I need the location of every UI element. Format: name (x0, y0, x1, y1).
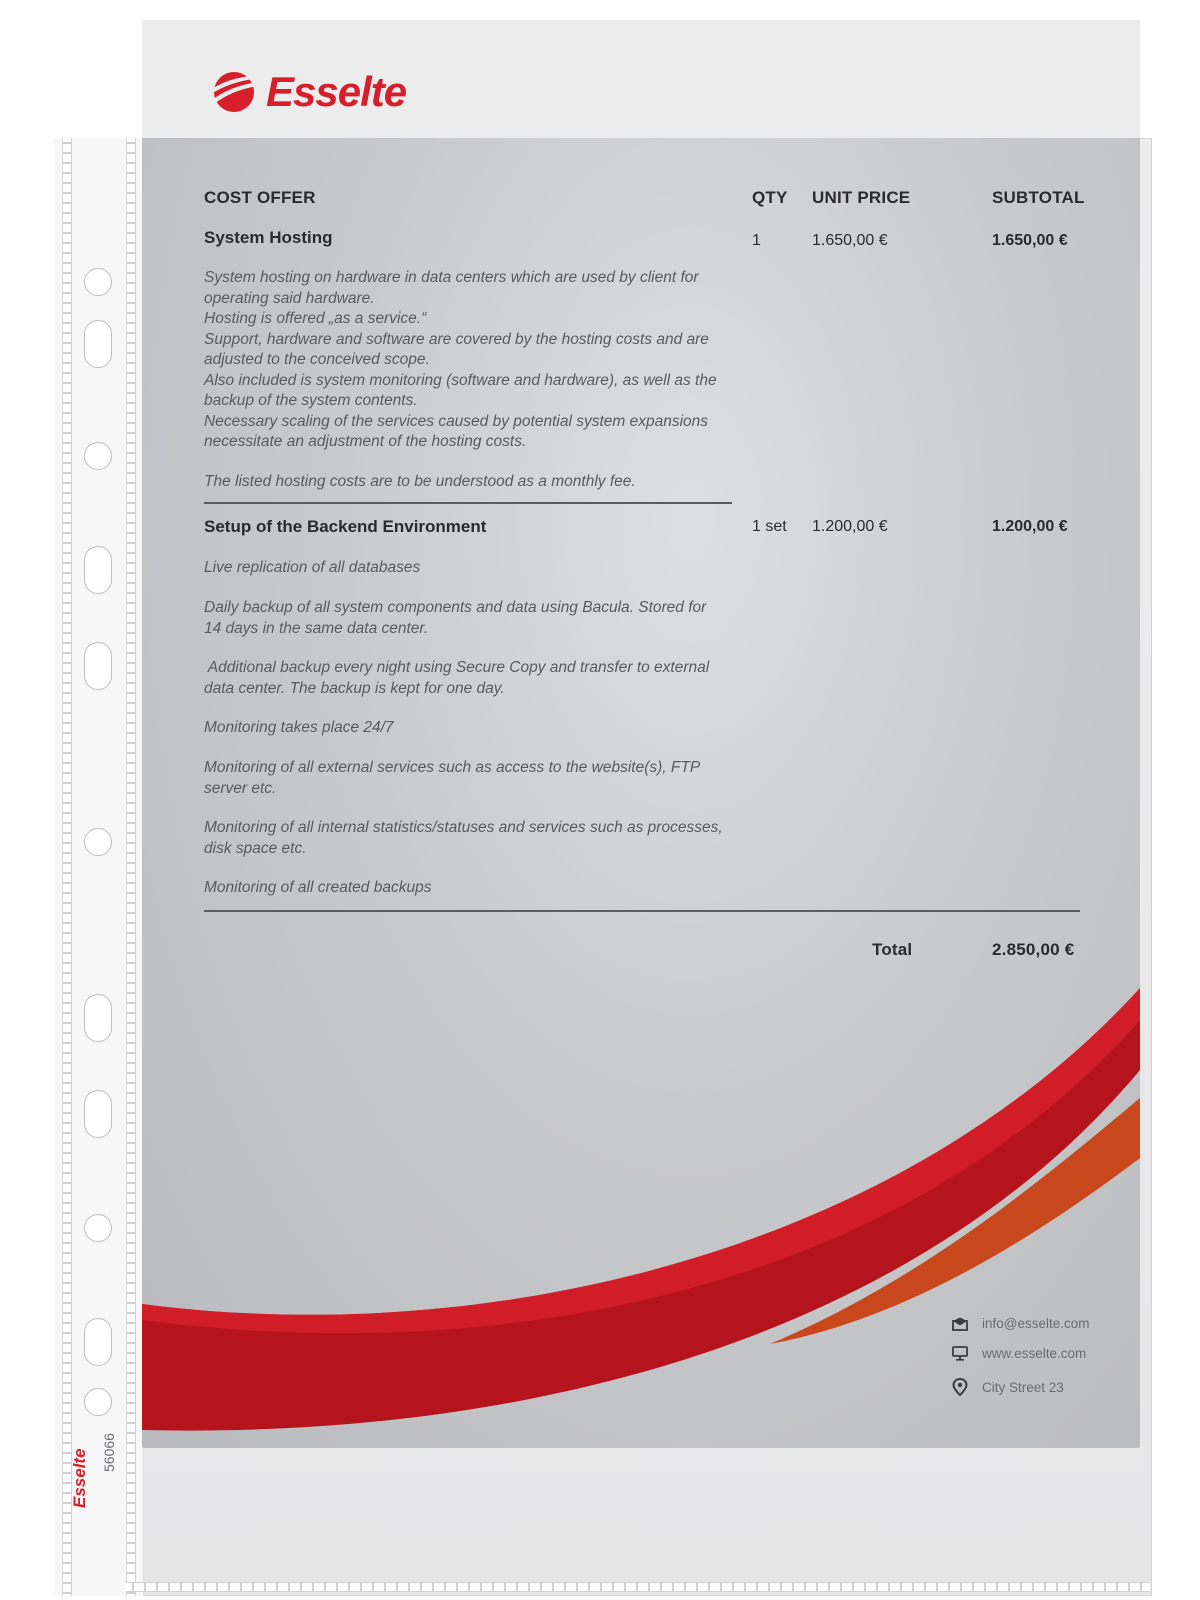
description-line: System hosting on hardware in data centers which are used by client for (204, 269, 699, 286)
punch-slot (84, 994, 112, 1042)
qty-column-header: QTY (752, 188, 788, 207)
cost-offer-heading: COST OFFER (204, 188, 316, 207)
total-label: Total (872, 940, 913, 959)
description-line: disk space etc. (204, 839, 307, 857)
location-pin-icon (952, 1378, 968, 1396)
punch-slot (84, 1090, 112, 1138)
address-text: City Street 23 (982, 1379, 1064, 1395)
perforation-bottom (126, 1582, 1150, 1592)
description-line: Monitoring of all created backups (204, 879, 432, 896)
description-line: Additional backup every night using Secure Copy and transfer to external (204, 659, 710, 676)
description-block (204, 598, 706, 639)
contact-address (952, 1378, 1064, 1396)
description-line: Monitoring of all internal statistics/statuses and services such as processes, (204, 819, 723, 836)
description-line: Also included is system monitoring (software and hardware), as well as the (204, 371, 717, 389)
envelope-icon (952, 1317, 968, 1331)
unit-price-column-header: UNIT PRICE (812, 188, 911, 207)
punch-slot (84, 320, 112, 368)
subtotal-column-header: SUBTOTAL (992, 188, 1085, 207)
description-line: necessitate an adjustment of the hosting costs. (204, 433, 527, 450)
website-text: www.esselte.com (982, 1346, 1087, 1361)
description-line: operating said hardware. (204, 289, 375, 307)
logo-wordmark: Esselte (266, 68, 407, 115)
email-text: info@esselte.com (982, 1316, 1090, 1331)
item-qty: 1 set (752, 518, 787, 535)
total-value: 2.850,00 € (992, 940, 1075, 959)
description-line: Monitoring takes place 24/7 (204, 719, 394, 736)
item-note: The listed hosting costs are to be understood as a monthly fee. (204, 473, 636, 490)
punch-hole (84, 828, 112, 856)
contact-website (952, 1346, 1086, 1361)
document-sheet (142, 20, 1140, 1448)
description-block (204, 818, 723, 859)
item-subtotal: 1.200,00 € (992, 518, 1068, 535)
description-line: server etc. (204, 779, 277, 797)
sleeve-product-code: 56066 (101, 1433, 117, 1472)
item-title-system-hosting: System Hosting (204, 228, 333, 247)
item-title-backend-setup: Setup of the Backend Environment (204, 517, 487, 536)
contact-email (952, 1316, 1090, 1331)
total-divider (204, 910, 1080, 912)
item-divider (204, 502, 732, 504)
description-block (204, 658, 709, 699)
description-block (204, 758, 700, 799)
punch-hole (84, 1214, 112, 1242)
description-line: Daily backup of all system components and data using Bacula. Stored for (204, 599, 707, 616)
description-line: adjusted to the conceived scope. (204, 351, 430, 368)
perforation-left (62, 138, 72, 1596)
item-unit-price: 1.200,00 € (812, 518, 888, 535)
punch-slot (84, 546, 112, 594)
perforation-right (126, 138, 136, 1596)
monitor-icon (952, 1346, 968, 1361)
description-line: Support, hardware and software are covered by the hosting costs and are (204, 330, 709, 348)
punch-slot (84, 1318, 112, 1366)
item-unit-price: 1.650,00 € (812, 232, 888, 249)
item-subtotal: 1.650,00 € (992, 232, 1068, 249)
description-line: Necessary scaling of the services caused by potential system expansions (204, 412, 708, 430)
description-line: data center. The backup is kept for one day. (204, 679, 505, 697)
item-description (204, 268, 717, 453)
description-line: backup of the system contents. (204, 392, 418, 409)
punch-hole (84, 442, 112, 470)
item-qty: 1 (752, 232, 761, 249)
description-line: Hosting is offered „as a service.“ (204, 310, 427, 327)
punch-hole (84, 1388, 112, 1416)
punch-hole (84, 268, 112, 296)
description-line: Live replication of all databases (204, 559, 421, 576)
description-line: Monitoring of all external services such as access to the website(s), FTP (204, 759, 701, 776)
description-line: 14 days in the same data center. (204, 619, 429, 637)
punch-slot (84, 642, 112, 690)
sleeve-brand-label: Esselte (70, 1448, 89, 1508)
